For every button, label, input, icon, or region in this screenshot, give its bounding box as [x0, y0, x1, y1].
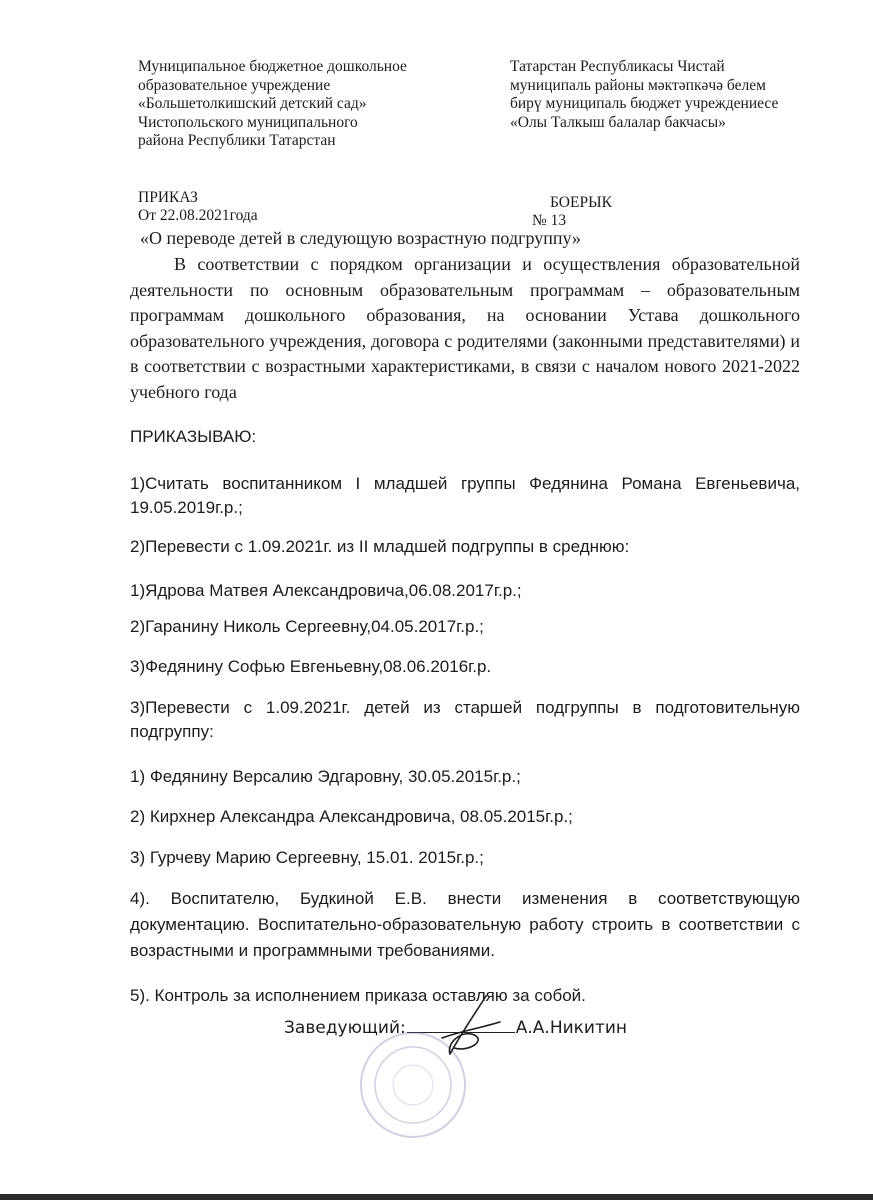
- item-2-sub-3: 3)Федянину Софью Евгеньевну,08.06.2016г.р.: [130, 657, 492, 676]
- preamble-text: В соответствии с порядком организации и осуществления образовательной деятельности по основным образовательным программам – образовательным программам дошкольного образования, на основании Устава дошкольного образовательного учреждения, договора с родителями (законными представителями) и в соответствии с возрастными характеристиками, в связи с началом нового 2021-2022 учебного года: [130, 254, 800, 402]
- item-2-sub-2: 2)Гаранину Николь Сергеевну,04.05.2017г.р.;: [130, 617, 484, 636]
- item-4: 4). Воспитателю, Будкиной Е.В. внести изменения в соответствующую документацию. Воспитательно-образовательную работу строить в соответствии с возрастными и программными требованиями.: [130, 889, 800, 960]
- header-right-line: бирү муниципаль бюджет учреждениесе: [510, 95, 779, 112]
- order-title-tat-block: [532, 194, 612, 230]
- order-date: От 22.08.2021года: [138, 207, 258, 224]
- signer-name: А.А.Никитин: [515, 1018, 628, 1038]
- item-5: 5). Контроль за исполнением приказа оставляю за собой.: [130, 986, 586, 1005]
- item-3-sub-3: 3) Гурчеву Марию Сергеевну, 15.01. 2015г.р.;: [130, 848, 484, 867]
- item-3-sub-2: 2) Кирхнер Александра Александровича, 08.05.2015г.р.;: [130, 807, 573, 826]
- header-left-line: «Большетолкишский детский сад»: [138, 95, 367, 112]
- item-1: 1)Считать воспитанником I младшей группы Федянина Романа Евгеньевича, 19.05.2019г.р.;: [130, 474, 800, 517]
- decree-word: ПРИКАЗЫВАЮ:: [130, 427, 257, 446]
- header-left-line: района Республики Татарстан: [138, 132, 336, 149]
- item-2-sub-1: 1)Ядрова Матвея Александровича,06.08.2017г.р.;: [130, 581, 522, 600]
- scan-bottom-edge: [0, 1194, 873, 1200]
- header-left-line: Муниципальное бюджетное дошкольное: [138, 58, 407, 75]
- preamble-paragraph: [130, 252, 800, 406]
- order-title-ru: ПРИКАЗ: [138, 189, 198, 206]
- signer-position: Заведующий:: [284, 1018, 406, 1038]
- header-right-line: муниципаль районы мәктәпкәчә белем: [510, 76, 766, 94]
- item-2: 2)Перевести с 1.09.2021г. из II младшей подгруппы в среднюю:: [130, 537, 630, 556]
- header-right-line: Татарстан Республикасы Чистай: [510, 58, 725, 75]
- order-title-ru-block: [138, 189, 258, 225]
- handwritten-signature: [428, 992, 508, 1062]
- item-3: 3)Перевести с 1.09.2021г. детей из старшей подгруппы в подготовительную подгруппу:: [130, 698, 800, 741]
- order-title-tat: БОЕРЫК: [550, 194, 612, 211]
- item-3-sub-1: 1) Федянину Версалию Эдгаровну, 30.05.2015г.р.;: [130, 767, 521, 786]
- header-left-block: [138, 58, 407, 151]
- header-right-block: [510, 58, 778, 132]
- header-left-line: Чистопольского муниципального: [138, 113, 358, 131]
- header-right-line: «Олы Талкыш балалар бакчасы»: [510, 113, 726, 131]
- header-left-line: образовательное учреждение: [138, 76, 331, 94]
- order-subject: «О переводе детей в следующую возрастную подгруппу»: [140, 228, 581, 248]
- order-number: № 13: [532, 212, 567, 229]
